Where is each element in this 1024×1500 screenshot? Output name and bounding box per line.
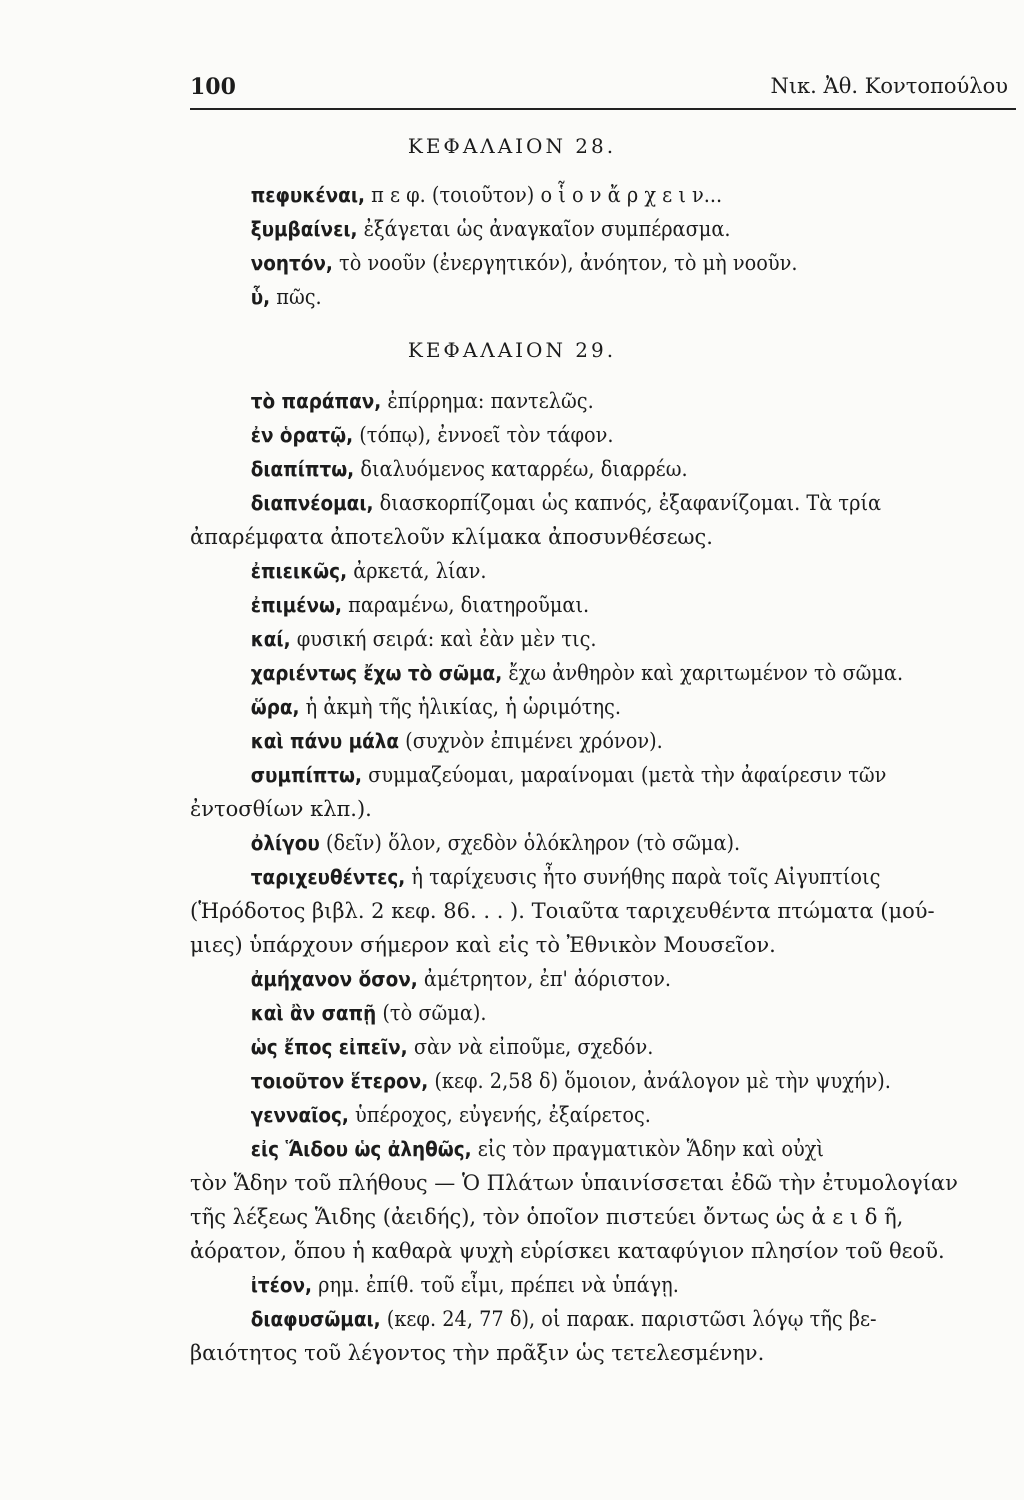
entry-line (190, 1302, 950, 1336)
entry-line (190, 996, 950, 1030)
glossary-entry (190, 1302, 1016, 1370)
glossary-entry (190, 860, 1016, 962)
entry-text: μιες) ὑπάρχουν σήμερον καὶ εἰς τὸ Ἐθνικὸν Μουσεῖον. (190, 933, 776, 957)
entry-text: (τὸ σῶμα). (376, 1001, 487, 1025)
glossary-entry (190, 962, 1016, 996)
running-head: Νικ. Ἀθ. Κοντοπούλου (770, 74, 1008, 98)
entry-text: (κεφ. 24, 77 δ), οἱ παρακ. παριστῶσι λόγῳ τῆς βε- (380, 1307, 877, 1331)
entry-text: ἡ ἀκμὴ τῆς ἡλικίας, ἡ ὡριμότης. (299, 695, 622, 719)
entry-headword: ἐν ὁρατῷ, (250, 423, 354, 447)
entry-headword: καὶ πάνυ μάλα (250, 729, 400, 753)
entry-text: π ε φ. (τοιοῦτον) ο ἷ ο ν ἄ ρ χ ε ι ν... (364, 183, 723, 207)
glossary-entry (190, 1268, 1016, 1302)
entry-headword: ὥρα, (250, 695, 300, 719)
glossary-entry (190, 246, 1016, 280)
entry-headword: διαπίπτω, (250, 457, 355, 481)
glossary-entry (190, 554, 1016, 588)
glossary-entry (190, 418, 1016, 452)
glossary-entry (190, 1030, 1016, 1064)
entry-text: συμμαζεύομαι, μαραίνομαι (μετὰ τὴν ἀφαίρεσιν τῶν (362, 763, 887, 787)
entry-text: (Ἡρόδοτος βιβλ. 2 κεφ. 86. . . ). Τοιαῦτα ταριχευθέντα πτώματα (μού- (190, 899, 935, 923)
entry-text: τὸ νοοῦν (ἐνεργητικόν), ἀνόητον, τὸ μὴ νοοῦν. (332, 251, 798, 275)
entry-text: σὰν νὰ εἰποῦμε, σχεδόν. (407, 1035, 654, 1059)
glossary-entry (190, 758, 1016, 826)
entry-line (190, 656, 950, 690)
entry-text: πῶς. (270, 285, 322, 309)
entry-line (190, 860, 950, 894)
chapter-title-28: ΚΕΦΑΛΑΙΟΝ 28. (407, 134, 617, 158)
entry-line (190, 418, 950, 452)
entry-line (190, 384, 950, 418)
entry-headword: ἐπιεικῶς, (250, 559, 348, 583)
entry-line (190, 280, 950, 314)
glossary-entry (190, 1132, 1016, 1268)
entry-text: βαιότητος τοῦ λέγοντος τὴν πρᾶξιν ὡς τετελεσμένην. (190, 1341, 765, 1365)
entry-headword: νοητόν, (250, 251, 333, 275)
entry-text: ἐξάγεται ὡς ἀναγκαῖον συμπέρασμα. (357, 217, 731, 241)
entry-headword: ἰτέον, (250, 1273, 313, 1297)
entry-line (190, 1234, 1016, 1268)
glossary-entry (190, 280, 1016, 314)
entry-line (190, 826, 950, 860)
entry-text: ἀόρατον, ὅπου ἡ καθαρὰ ψυχὴ εὑρίσκει καταφύγιον πλησίον τοῦ θεοῦ. (190, 1239, 945, 1263)
entry-text: ἀρκετά, λίαν. (347, 559, 487, 583)
glossary-entry (190, 656, 1016, 690)
entry-line (190, 894, 1016, 928)
entry-text: διαλυόμενος καταρρέω, διαρρέω. (354, 457, 688, 481)
entry-line (190, 486, 950, 520)
entry-headword: πεφυκέναι, (250, 183, 365, 207)
entry-text: ὑπέροχος, εὐγενής, ἐξαίρετος. (348, 1103, 651, 1127)
entry-line (190, 1166, 1016, 1200)
entry-headword: ὀλίγου (250, 831, 320, 855)
entry-line (190, 178, 950, 212)
entry-line (190, 520, 1016, 554)
entry-headword: εἰς Ἅιδου ὡς ἀληθῶς, (250, 1137, 472, 1161)
entry-line (190, 1132, 950, 1166)
glossary-entry (190, 452, 1016, 486)
entry-headword: ὡς ἔπος εἰπεῖν, (250, 1035, 408, 1059)
entry-line (190, 792, 1016, 826)
entry-headword: ταριχευθέντες, (250, 865, 406, 889)
entry-line (190, 588, 950, 622)
entry-text: ἀπαρέμφατα ἀποτελοῦν κλίμακα ἀποσυνθέσεως. (190, 525, 713, 549)
entry-text: παραμένω, διατηροῦμαι. (341, 593, 590, 617)
entry-line (190, 962, 950, 996)
glossary-entry (190, 178, 1016, 212)
entry-line (190, 452, 950, 486)
entry-text: (δεῖν) ὅλον, σχεδὸν ὁλόκληρον (τὸ σῶμα). (319, 831, 741, 855)
entry-text: διασκορπίζομαι ὡς καπνός, ἐξαφανίζομαι. Τὰ τρία (373, 491, 882, 515)
entry-headword: καὶ ἂν σαπῇ (250, 1001, 377, 1025)
entry-line (190, 212, 950, 246)
entry-line (190, 554, 950, 588)
glossary-entry (190, 1064, 1016, 1098)
glossary-entry (190, 486, 1016, 554)
glossary-entry (190, 588, 1016, 622)
entry-headword: τοιοῦτον ἕτερον, (250, 1069, 429, 1093)
glossary-entry (190, 996, 1016, 1030)
entry-text: (συχνὸν ἐπιμένει χρόνον). (399, 729, 663, 753)
entry-line (190, 724, 950, 758)
glossary-entry (190, 724, 1016, 758)
entry-text: ἡ ταρίχευσις ἦτο συνήθης παρὰ τοῖς Αἰγυπτίοις (405, 865, 881, 889)
entry-text: φυσική σειρά: καὶ ἐὰν μὲν τις. (290, 627, 597, 651)
entry-text: ἔχω ἀνθηρὸν καὶ χαριτωμένον τὸ σῶμα. (502, 661, 904, 685)
entry-line (190, 1098, 950, 1132)
entry-headword: ὗ, (250, 285, 271, 309)
entry-headword: διαπνέομαι, (250, 491, 374, 515)
entry-headword: τὸ παράπαν, (250, 389, 382, 413)
entry-line (190, 928, 1016, 962)
glossary-entry (190, 1098, 1016, 1132)
entry-text: (τόπῳ), ἐννοεῖ τὸν τάφον. (353, 423, 614, 447)
entry-text: ἀμέτρητον, ἐπ' ἀόριστον. (417, 967, 672, 991)
glossary-entry (190, 826, 1016, 860)
entry-text: (κεφ. 2,58 δ) ὅμοιον, ἀνάλογον μὲ τὴν ψυχήν). (428, 1069, 891, 1093)
entry-headword: διαφυσῶμαι, (250, 1307, 381, 1331)
entry-line (190, 690, 950, 724)
entry-line (190, 758, 950, 792)
entry-headword: καί, (250, 627, 291, 651)
entry-text: εἰς τὸν πραγματικὸν Ἅδην καὶ οὐχὶ (471, 1137, 825, 1161)
entry-text: τὸν Ἅδην τοῦ πλήθους — Ὁ Πλάτων ὑπαινίσσεται ἐδῶ τὴν ἐτυμολογίαν (190, 1171, 958, 1195)
entry-text: ἐπίρρημα: παντελῶς. (381, 389, 594, 413)
chapter-title-29: ΚΕΦΑΛΑΙΟΝ 29. (407, 338, 617, 362)
entry-text: ἐντοσθίων κλπ.). (190, 797, 372, 821)
entry-line (190, 622, 950, 656)
entry-line (190, 1030, 950, 1064)
entry-text: τῆς λέξεως Ἅιδης (ἀειδής), τὸν ὁποῖον πιστεύει ὄντως ὡς ἀ ε ι δ ῆ, (190, 1205, 904, 1229)
entry-headword: ἀμήχανον ὅσον, (250, 967, 418, 991)
page-number: 100 (190, 74, 236, 100)
entry-headword: συμπίπτω, (250, 763, 363, 787)
entry-line (190, 1064, 950, 1098)
glossary-entry (190, 212, 1016, 246)
entry-line (190, 246, 950, 280)
entry-headword: ἐπιμένω, (250, 593, 342, 617)
entry-line (190, 1268, 950, 1302)
entry-line (190, 1336, 1016, 1370)
entry-text: ρημ. ἐπίθ. τοῦ εἶμι, πρέπει νὰ ὑπάγῃ. (312, 1273, 679, 1297)
glossary-entry (190, 384, 1016, 418)
entry-headword: χαριέντως ἔχω τὸ σῶμα, (250, 661, 503, 685)
entry-line (190, 1200, 1016, 1234)
page-header (190, 72, 1016, 110)
entry-headword: ξυμβαίνει, (250, 217, 358, 241)
glossary-entry (190, 622, 1016, 656)
entry-headword: γενναῖος, (250, 1103, 349, 1127)
glossary-entry (190, 690, 1016, 724)
